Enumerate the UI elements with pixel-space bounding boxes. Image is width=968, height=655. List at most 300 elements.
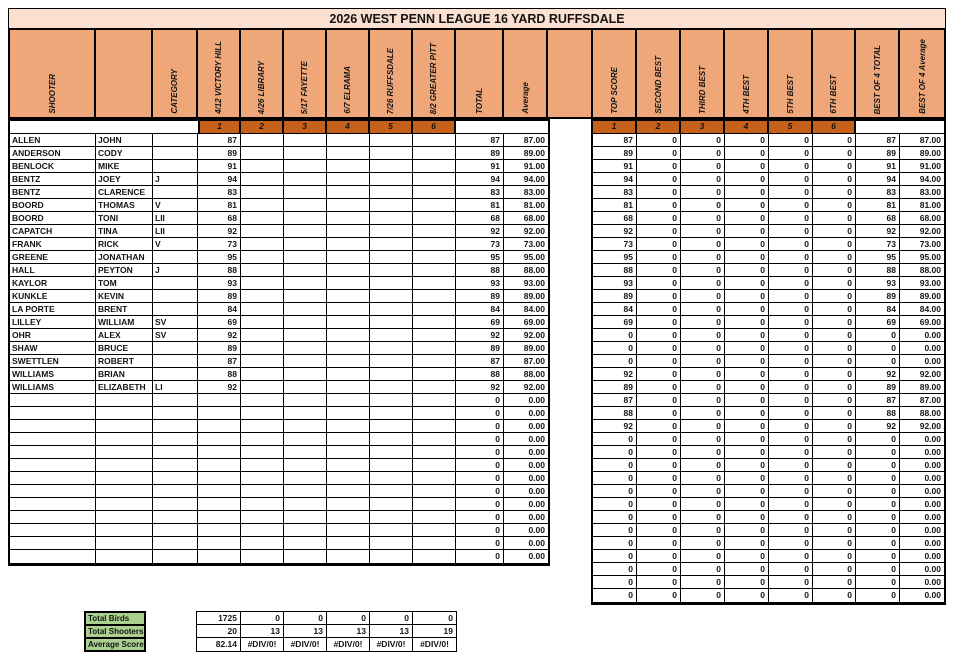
cell-third-best[interactable]: 0 [681, 563, 725, 576]
cell-event-score[interactable] [327, 329, 370, 342]
event-number-cell[interactable]: 2 [637, 121, 681, 133]
cell-6th-best[interactable]: 0 [813, 511, 856, 524]
cell-event-score[interactable] [198, 407, 241, 420]
cell-last-name[interactable] [10, 524, 96, 537]
cell-event-score[interactable]: 73 [198, 238, 241, 251]
cell-event-score[interactable] [413, 355, 456, 368]
cell-average[interactable]: 89.00 [504, 290, 548, 303]
cell-event-score[interactable] [413, 381, 456, 394]
cell-5th-best[interactable]: 0 [769, 199, 813, 212]
cell-event-score[interactable] [241, 498, 284, 511]
cell-best4-average[interactable]: 0.00 [900, 485, 944, 498]
cell-last-name[interactable] [10, 511, 96, 524]
cell-event-score[interactable] [413, 550, 456, 563]
cell-second-best[interactable]: 0 [637, 303, 681, 316]
cell-event-score[interactable] [284, 511, 327, 524]
cell-4th-best[interactable]: 0 [725, 277, 769, 290]
cell-third-best[interactable]: 0 [681, 498, 725, 511]
cell-best4-total[interactable]: 95 [856, 251, 900, 264]
cell-third-best[interactable]: 0 [681, 576, 725, 589]
cell-top-score[interactable]: 0 [593, 498, 637, 511]
cell-4th-best[interactable]: 0 [725, 134, 769, 147]
cell-second-best[interactable]: 0 [637, 459, 681, 472]
cell-total[interactable]: 0 [456, 472, 504, 485]
cell-best4-total[interactable]: 92 [856, 368, 900, 381]
cell-event-score[interactable] [284, 212, 327, 225]
cell-event-score[interactable] [284, 225, 327, 238]
cell-4th-best[interactable]: 0 [725, 407, 769, 420]
cell-best4-average[interactable]: 91.00 [900, 160, 944, 173]
cell-event-score[interactable] [370, 355, 413, 368]
cell-second-best[interactable]: 0 [637, 563, 681, 576]
event-number-cell[interactable]: 1 [198, 121, 241, 133]
cell-event-score[interactable] [413, 147, 456, 160]
cell-third-best[interactable]: 0 [681, 329, 725, 342]
cell-total[interactable]: 0 [456, 550, 504, 563]
cell-event-score[interactable] [241, 212, 284, 225]
cell-average[interactable]: 92.00 [504, 329, 548, 342]
cell-event-score[interactable] [198, 498, 241, 511]
cell-5th-best[interactable]: 0 [769, 524, 813, 537]
cell-best4-average[interactable]: 95.00 [900, 251, 944, 264]
cell-total[interactable]: 73 [456, 238, 504, 251]
cell-6th-best[interactable]: 0 [813, 342, 856, 355]
cell-best4-average[interactable]: 88.00 [900, 407, 944, 420]
cell-5th-best[interactable]: 0 [769, 433, 813, 446]
cell-event-score[interactable] [413, 160, 456, 173]
cell-second-best[interactable]: 0 [637, 550, 681, 563]
cell-best4-total[interactable]: 93 [856, 277, 900, 290]
cell-category[interactable] [153, 459, 198, 472]
cell-first-name[interactable]: ROBERT [96, 355, 153, 368]
col-header-first-name[interactable] [96, 30, 153, 117]
cell-event-score[interactable] [241, 420, 284, 433]
cell-4th-best[interactable]: 0 [725, 225, 769, 238]
cell-total[interactable]: 0 [456, 446, 504, 459]
summary-label-total-shooters[interactable]: Total Shooters [84, 624, 146, 639]
cell-event-score[interactable] [413, 329, 456, 342]
cell-4th-best[interactable]: 0 [725, 251, 769, 264]
cell-average[interactable]: 0.00 [504, 537, 548, 550]
cell-category[interactable] [153, 407, 198, 420]
cell-event-score[interactable] [241, 147, 284, 160]
col-header-best4-average[interactable] [900, 30, 944, 117]
cell-event-score[interactable] [370, 394, 413, 407]
cell-last-name[interactable] [10, 537, 96, 550]
cell-average[interactable]: 69.00 [504, 316, 548, 329]
event-number-cell[interactable]: 4 [725, 121, 769, 133]
cell-top-score[interactable]: 92 [593, 420, 637, 433]
cell-first-name[interactable]: JONATHAN [96, 251, 153, 264]
cell-total[interactable]: 88 [456, 264, 504, 277]
cell-last-name[interactable]: BENTZ [10, 186, 96, 199]
cell-event-score[interactable] [284, 485, 327, 498]
cell-event-score[interactable] [370, 290, 413, 303]
cell-average[interactable]: 68.00 [504, 212, 548, 225]
col-header-third-best[interactable] [681, 30, 725, 117]
cell-event-score[interactable] [241, 446, 284, 459]
cell-event-score[interactable] [370, 446, 413, 459]
cell-event-score[interactable] [327, 524, 370, 537]
cell-third-best[interactable]: 0 [681, 407, 725, 420]
cell-event-score[interactable]: 89 [198, 290, 241, 303]
cell-5th-best[interactable]: 0 [769, 472, 813, 485]
cell-event-score[interactable] [413, 433, 456, 446]
cell-event-score[interactable] [370, 251, 413, 264]
cell-event-score[interactable] [284, 173, 327, 186]
cell-top-score[interactable]: 0 [593, 524, 637, 537]
cell-second-best[interactable]: 0 [637, 472, 681, 485]
cell-last-name[interactable]: HALL [10, 264, 96, 277]
cell-event-score[interactable] [241, 511, 284, 524]
cell-6th-best[interactable]: 0 [813, 264, 856, 277]
cell-event-score[interactable] [284, 420, 327, 433]
cell-category[interactable] [153, 485, 198, 498]
cell-event-score[interactable] [284, 147, 327, 160]
cell-4th-best[interactable]: 0 [725, 420, 769, 433]
cell-event-score[interactable]: 69 [198, 316, 241, 329]
cell-top-score[interactable]: 87 [593, 134, 637, 147]
cell-third-best[interactable]: 0 [681, 355, 725, 368]
cell-total[interactable]: 0 [456, 407, 504, 420]
cell-event-score[interactable] [241, 433, 284, 446]
cell-third-best[interactable]: 0 [681, 485, 725, 498]
cell-total[interactable]: 93 [456, 277, 504, 290]
cell-4th-best[interactable]: 0 [725, 485, 769, 498]
cell-category[interactable] [153, 537, 198, 550]
cell-event-score[interactable] [327, 147, 370, 160]
cell-best4-total[interactable]: 88 [856, 264, 900, 277]
cell-event-score[interactable] [241, 316, 284, 329]
cell-top-score[interactable]: 83 [593, 186, 637, 199]
cell-event-score[interactable] [284, 537, 327, 550]
cell-5th-best[interactable]: 0 [769, 147, 813, 160]
cell-event-score[interactable]: 84 [198, 303, 241, 316]
cell-category[interactable]: J [153, 173, 198, 186]
cell-6th-best[interactable]: 0 [813, 303, 856, 316]
summary-value[interactable]: 13 [370, 625, 413, 638]
cell-event-score[interactable]: 94 [198, 173, 241, 186]
cell-event-score[interactable]: 83 [198, 186, 241, 199]
cell-5th-best[interactable]: 0 [769, 420, 813, 433]
cell-total[interactable]: 0 [456, 498, 504, 511]
cell-4th-best[interactable]: 0 [725, 498, 769, 511]
cell-event-score[interactable] [413, 134, 456, 147]
summary-value[interactable]: 1725 [197, 612, 241, 625]
event-number-cell[interactable]: 2 [241, 121, 284, 133]
cell-event-score[interactable] [284, 368, 327, 381]
col-header-event-6[interactable] [413, 30, 456, 117]
cell-event-score[interactable] [284, 459, 327, 472]
cell-event-score[interactable] [327, 433, 370, 446]
cell-second-best[interactable]: 0 [637, 160, 681, 173]
cell-6th-best[interactable]: 0 [813, 212, 856, 225]
cell-event-score[interactable] [413, 316, 456, 329]
cell-event-score[interactable] [370, 485, 413, 498]
cell-third-best[interactable]: 0 [681, 225, 725, 238]
cell-6th-best[interactable]: 0 [813, 160, 856, 173]
cell-event-score[interactable] [413, 472, 456, 485]
cell-top-score[interactable]: 0 [593, 537, 637, 550]
cell-best4-average[interactable]: 89.00 [900, 147, 944, 160]
cell-best4-total[interactable]: 0 [856, 550, 900, 563]
cell-event-score[interactable] [284, 290, 327, 303]
event-number-cell[interactable]: 3 [681, 121, 725, 133]
cell-event-score[interactable] [198, 459, 241, 472]
cell-5th-best[interactable]: 0 [769, 563, 813, 576]
cell-event-score[interactable] [370, 524, 413, 537]
cell-6th-best[interactable]: 0 [813, 355, 856, 368]
cell-last-name[interactable] [10, 407, 96, 420]
cell-event-score[interactable] [370, 511, 413, 524]
cell-6th-best[interactable]: 0 [813, 537, 856, 550]
cell-event-score[interactable] [370, 147, 413, 160]
cell-first-name[interactable] [96, 537, 153, 550]
cell-event-score[interactable] [284, 251, 327, 264]
cell-second-best[interactable]: 0 [637, 589, 681, 602]
col-header-category[interactable] [153, 30, 198, 117]
cell-average[interactable]: 88.00 [504, 368, 548, 381]
cell-event-score[interactable]: 93 [198, 277, 241, 290]
cell-second-best[interactable]: 0 [637, 329, 681, 342]
cell-last-name[interactable]: BOORD [10, 212, 96, 225]
cell-4th-best[interactable]: 0 [725, 186, 769, 199]
cell-top-score[interactable]: 89 [593, 147, 637, 160]
cell-event-score[interactable] [370, 459, 413, 472]
cell-average[interactable]: 89.00 [504, 342, 548, 355]
cell-event-score[interactable] [198, 511, 241, 524]
cell-last-name[interactable]: KAYLOR [10, 277, 96, 290]
cell-event-score[interactable] [413, 511, 456, 524]
event-number-cell[interactable]: 1 [593, 121, 637, 133]
cell-category[interactable] [153, 446, 198, 459]
cell-last-name[interactable] [10, 433, 96, 446]
cell-category[interactable] [153, 290, 198, 303]
cell-best4-average[interactable]: 81.00 [900, 199, 944, 212]
cell-6th-best[interactable]: 0 [813, 238, 856, 251]
cell-event-score[interactable] [198, 433, 241, 446]
cell-event-score[interactable] [413, 485, 456, 498]
summary-value[interactable]: 19 [413, 625, 456, 638]
cell-average[interactable]: 87.00 [504, 134, 548, 147]
cell-second-best[interactable]: 0 [637, 381, 681, 394]
cell-event-score[interactable]: 87 [198, 355, 241, 368]
cell-6th-best[interactable]: 0 [813, 407, 856, 420]
cell-event-score[interactable] [241, 459, 284, 472]
cell-event-score[interactable] [370, 173, 413, 186]
cell-average[interactable]: 0.00 [504, 407, 548, 420]
cell-best4-total[interactable]: 0 [856, 498, 900, 511]
cell-5th-best[interactable]: 0 [769, 290, 813, 303]
cell-event-score[interactable] [241, 485, 284, 498]
cell-first-name[interactable] [96, 446, 153, 459]
cell-top-score[interactable]: 91 [593, 160, 637, 173]
cell-top-score[interactable]: 89 [593, 290, 637, 303]
cell-event-score[interactable] [241, 472, 284, 485]
cell-third-best[interactable]: 0 [681, 420, 725, 433]
cell-third-best[interactable]: 0 [681, 290, 725, 303]
cell-second-best[interactable]: 0 [637, 134, 681, 147]
cell-4th-best[interactable]: 0 [725, 589, 769, 602]
cell-best4-total[interactable]: 0 [856, 576, 900, 589]
cell-event-score[interactable] [370, 277, 413, 290]
cell-event-score[interactable] [370, 186, 413, 199]
cell-6th-best[interactable]: 0 [813, 290, 856, 303]
cell-event-score[interactable] [413, 498, 456, 511]
col-header-event-3[interactable] [284, 30, 327, 117]
cell-last-name[interactable]: SWETTLEN [10, 355, 96, 368]
cell-event-score[interactable] [327, 355, 370, 368]
cell-event-score[interactable] [370, 160, 413, 173]
cell-last-name[interactable] [10, 550, 96, 563]
cell-6th-best[interactable]: 0 [813, 225, 856, 238]
cell-top-score[interactable]: 0 [593, 329, 637, 342]
col-header-event-5[interactable] [370, 30, 413, 117]
cell-total[interactable]: 92 [456, 225, 504, 238]
cell-event-score[interactable] [413, 290, 456, 303]
cell-category[interactable]: LII [153, 212, 198, 225]
cell-first-name[interactable] [96, 459, 153, 472]
cell-third-best[interactable]: 0 [681, 251, 725, 264]
cell-event-score[interactable] [327, 342, 370, 355]
cell-event-score[interactable] [327, 407, 370, 420]
cell-last-name[interactable] [10, 485, 96, 498]
cell-event-score[interactable]: 89 [198, 147, 241, 160]
cell-event-score[interactable] [370, 381, 413, 394]
cell-category[interactable] [153, 472, 198, 485]
cell-average[interactable]: 0.00 [504, 394, 548, 407]
col-header-total[interactable] [456, 30, 504, 117]
cell-event-score[interactable] [413, 303, 456, 316]
cell-category[interactable] [153, 550, 198, 563]
cell-6th-best[interactable]: 0 [813, 251, 856, 264]
cell-event-score[interactable] [413, 446, 456, 459]
cell-average[interactable]: 0.00 [504, 420, 548, 433]
event-number-cell[interactable]: 5 [769, 121, 813, 133]
cell-event-score[interactable] [241, 550, 284, 563]
cell-event-score[interactable]: 89 [198, 342, 241, 355]
cell-5th-best[interactable]: 0 [769, 498, 813, 511]
cell-first-name[interactable]: TOM [96, 277, 153, 290]
cell-total[interactable]: 88 [456, 368, 504, 381]
cell-first-name[interactable] [96, 485, 153, 498]
cell-category[interactable]: LII [153, 225, 198, 238]
cell-second-best[interactable]: 0 [637, 342, 681, 355]
cell-event-score[interactable] [327, 212, 370, 225]
cell-event-score[interactable] [241, 303, 284, 316]
cell-second-best[interactable]: 0 [637, 225, 681, 238]
cell-event-score[interactable] [284, 316, 327, 329]
cell-5th-best[interactable]: 0 [769, 537, 813, 550]
cell-event-score[interactable] [327, 290, 370, 303]
cell-average[interactable]: 0.00 [504, 433, 548, 446]
cell-event-score[interactable] [284, 550, 327, 563]
cell-category[interactable]: SV [153, 329, 198, 342]
cell-event-score[interactable] [370, 537, 413, 550]
cell-event-score[interactable] [370, 303, 413, 316]
cell-first-name[interactable] [96, 498, 153, 511]
cell-top-score[interactable]: 73 [593, 238, 637, 251]
cell-event-score[interactable] [327, 277, 370, 290]
cell-best4-total[interactable]: 0 [856, 485, 900, 498]
cell-event-score[interactable] [370, 134, 413, 147]
cell-event-score[interactable] [284, 407, 327, 420]
cell-6th-best[interactable]: 0 [813, 420, 856, 433]
cell-4th-best[interactable]: 0 [725, 524, 769, 537]
cell-6th-best[interactable]: 0 [813, 550, 856, 563]
cell-best4-average[interactable]: 0.00 [900, 563, 944, 576]
cell-6th-best[interactable]: 0 [813, 277, 856, 290]
cell-last-name[interactable] [10, 459, 96, 472]
cell-event-score[interactable] [241, 199, 284, 212]
cell-5th-best[interactable]: 0 [769, 576, 813, 589]
cell-4th-best[interactable]: 0 [725, 459, 769, 472]
cell-first-name[interactable]: RICK [96, 238, 153, 251]
cell-first-name[interactable]: BRUCE [96, 342, 153, 355]
cell-4th-best[interactable]: 0 [725, 368, 769, 381]
cell-last-name[interactable] [10, 420, 96, 433]
cell-second-best[interactable]: 0 [637, 316, 681, 329]
cell-average[interactable]: 0.00 [504, 472, 548, 485]
cell-top-score[interactable]: 68 [593, 212, 637, 225]
cell-5th-best[interactable]: 0 [769, 550, 813, 563]
cell-last-name[interactable]: GREENE [10, 251, 96, 264]
col-header-second-best[interactable] [637, 30, 681, 117]
cell-category[interactable] [153, 303, 198, 316]
cell-first-name[interactable]: CLARENCE [96, 186, 153, 199]
cell-top-score[interactable]: 81 [593, 199, 637, 212]
cell-5th-best[interactable]: 0 [769, 251, 813, 264]
cell-category[interactable]: SV [153, 316, 198, 329]
cell-event-score[interactable] [284, 238, 327, 251]
cell-event-score[interactable] [413, 407, 456, 420]
summary-value[interactable]: 0 [327, 612, 370, 625]
summary-value[interactable]: 0 [284, 612, 327, 625]
cell-third-best[interactable]: 0 [681, 147, 725, 160]
cell-average[interactable]: 87.00 [504, 355, 548, 368]
cell-event-score[interactable] [284, 160, 327, 173]
cell-best4-average[interactable]: 89.00 [900, 290, 944, 303]
cell-4th-best[interactable]: 0 [725, 446, 769, 459]
cell-event-score[interactable] [327, 225, 370, 238]
cell-event-score[interactable] [413, 537, 456, 550]
event-number-cell[interactable]: 6 [813, 121, 856, 133]
cell-last-name[interactable]: LILLEY [10, 316, 96, 329]
cell-best4-total[interactable]: 89 [856, 147, 900, 160]
cell-category[interactable] [153, 342, 198, 355]
cell-first-name[interactable]: THOMAS [96, 199, 153, 212]
cell-best4-average[interactable]: 92.00 [900, 420, 944, 433]
cell-total[interactable]: 0 [456, 394, 504, 407]
cell-6th-best[interactable]: 0 [813, 186, 856, 199]
cell-total[interactable]: 0 [456, 511, 504, 524]
cell-second-best[interactable]: 0 [637, 251, 681, 264]
cell-event-score[interactable] [327, 550, 370, 563]
cell-top-score[interactable]: 0 [593, 589, 637, 602]
cell-first-name[interactable] [96, 420, 153, 433]
cell-best4-average[interactable]: 68.00 [900, 212, 944, 225]
cell-total[interactable]: 94 [456, 173, 504, 186]
cell-top-score[interactable]: 0 [593, 459, 637, 472]
cell-best4-average[interactable]: 89.00 [900, 381, 944, 394]
cell-second-best[interactable]: 0 [637, 186, 681, 199]
cell-last-name[interactable]: SHAW [10, 342, 96, 355]
cell-4th-best[interactable]: 0 [725, 550, 769, 563]
cell-second-best[interactable]: 0 [637, 212, 681, 225]
cell-event-score[interactable] [327, 238, 370, 251]
cell-6th-best[interactable]: 0 [813, 433, 856, 446]
cell-6th-best[interactable]: 0 [813, 485, 856, 498]
